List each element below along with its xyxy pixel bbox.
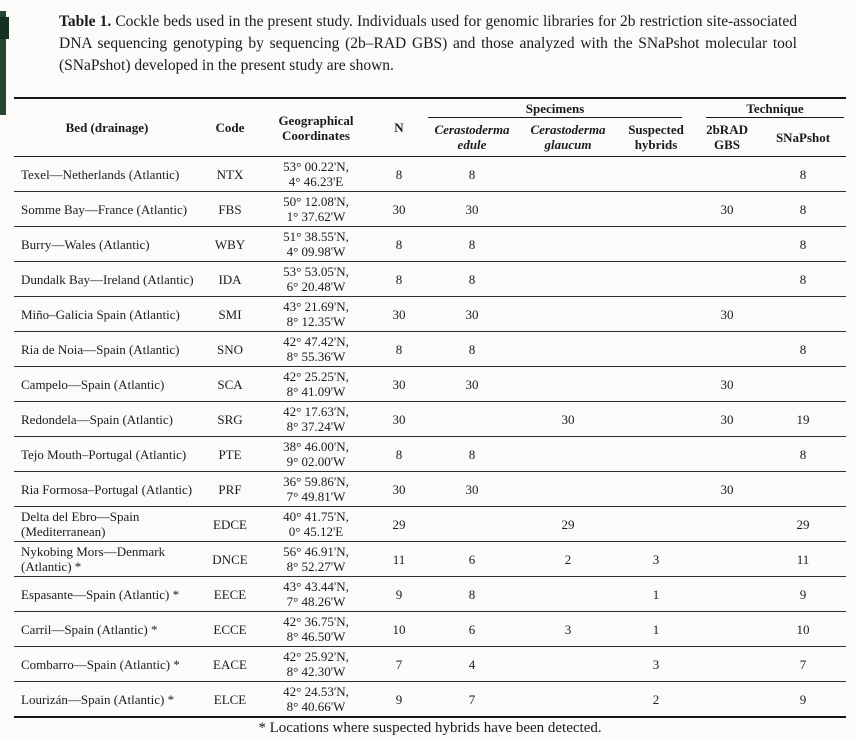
glaucum-cell: [518, 682, 618, 718]
longitude: 8° 12.35'W: [286, 314, 346, 329]
latitude: 42° 25.25'N,: [283, 369, 349, 384]
glaucum-cell: [518, 262, 618, 297]
2brad-cell: [694, 507, 760, 542]
n-cell: 10: [392, 621, 406, 637]
glaucum-cell: [518, 647, 618, 682]
bed-cell: Lourizán—Spain (Atlantic) *: [21, 691, 175, 707]
code-cell: ELCE: [213, 691, 247, 707]
table-row: [14, 542, 846, 577]
code-cell: PTE: [218, 446, 242, 462]
latitude: 36° 59.86'N,: [283, 474, 349, 489]
n-cell: 7: [395, 656, 403, 672]
document-page: [0, 11, 856, 738]
hybrids-cell: [618, 402, 694, 437]
n-cell: 9: [395, 586, 403, 602]
latitude: 42° 47.42'N,: [283, 334, 349, 349]
caption-label: Table 1.: [59, 13, 112, 30]
longitude: 8° 52.27'W: [286, 559, 346, 574]
n-cell: 30: [392, 481, 406, 497]
n-cell: 30: [392, 306, 406, 322]
hybrids-cell: [618, 367, 694, 402]
snapshot-cell: [760, 472, 846, 507]
latitude: 56° 46.91'N,: [283, 544, 349, 559]
longitude: 8° 46.50'W: [286, 629, 346, 644]
col-header-code: Code: [215, 120, 245, 135]
edule-cell: 7: [468, 691, 476, 707]
bed-cell: Espasante—Spain (Atlantic) *: [21, 586, 180, 602]
bed-cell: Dundalk Bay—Ireland (Atlantic): [21, 271, 194, 287]
code-cell: EACE: [213, 656, 247, 672]
glaucum-cell: 29: [561, 516, 575, 532]
table-row: [14, 157, 846, 192]
coordinates-cell: [260, 577, 372, 612]
snapshot-cell: 9: [799, 586, 807, 602]
2brad-cell: [694, 157, 760, 192]
table-row: [14, 262, 846, 297]
bed-cell: Ria de Noia—Spain (Atlantic): [21, 341, 180, 357]
edule-cell: 8: [468, 166, 476, 182]
code-cell: PRF: [218, 481, 242, 497]
table-row: [14, 437, 846, 472]
hybrids-cell: [618, 157, 694, 192]
col-header-bed: Bed (drainage): [65, 120, 149, 135]
hybrids-cell: [618, 192, 694, 227]
glaucum-cell: [518, 437, 618, 472]
table-row: [14, 472, 846, 507]
n-cell: 9: [395, 691, 403, 707]
bed-cell: Redondela—Spain (Atlantic): [21, 411, 173, 427]
coordinates-cell: [260, 227, 372, 262]
hybrids-cell: [618, 227, 694, 262]
code-cell: EECE: [213, 586, 247, 602]
bed-cell: Somme Bay—France (Atlantic): [21, 201, 188, 217]
coordinates-cell: [260, 157, 372, 192]
code-cell: DNCE: [212, 551, 248, 567]
2brad-cell: [694, 647, 760, 682]
latitude: 43° 43.44'N,: [283, 579, 349, 594]
longitude: 8° 41.09'W: [286, 384, 346, 399]
snapshot-cell: 8: [799, 341, 807, 357]
2brad-cell: [694, 332, 760, 367]
hybrids-cell: 2: [652, 691, 660, 707]
col-header-coordinates: Geographical Coordinates: [278, 112, 354, 143]
edule-cell: 8: [468, 446, 476, 462]
2brad-cell: [694, 227, 760, 262]
snapshot-cell: 11: [796, 551, 810, 567]
bed-cell: Tejo Mouth–Portugal (Atlantic): [21, 446, 187, 462]
coordinates-cell: [260, 682, 372, 718]
n-cell: 8: [395, 166, 403, 182]
edule-cell: 8: [468, 586, 476, 602]
coordinates-cell: [260, 612, 372, 647]
code-cell: FBS: [218, 201, 242, 217]
latitude: 53° 00.22'N,: [283, 159, 349, 174]
edule-cell: 6: [468, 551, 476, 567]
longitude: 7° 49.81'W: [286, 489, 346, 504]
hybrids-cell: 3: [652, 656, 660, 672]
2brad-cell: 30: [720, 306, 734, 322]
longitude: 0° 45.12'E: [288, 524, 344, 539]
coordinates-cell: [260, 507, 372, 542]
latitude: 53° 53.05'N,: [283, 264, 349, 279]
table-row: [14, 612, 846, 647]
longitude: 6° 20.48'W: [286, 279, 346, 294]
bed-cell: Combarro—Spain (Atlantic) *: [21, 656, 180, 672]
2brad-cell: [694, 437, 760, 472]
bed-cell: Texel—Netherlands (Atlantic): [21, 166, 180, 182]
n-cell: 8: [395, 236, 403, 252]
longitude: 1° 37.62'W: [286, 209, 346, 224]
header-group-row: [14, 98, 846, 118]
edule-cell: 8: [468, 341, 476, 357]
hybrids-cell: [618, 437, 694, 472]
latitude: 40° 41.75'N,: [283, 509, 349, 524]
glaucum-cell: [518, 157, 618, 192]
longitude: 9° 02.00'W: [286, 454, 346, 469]
glaucum-cell: [518, 192, 618, 227]
snapshot-cell: [760, 367, 846, 402]
code-cell: SMI: [218, 306, 242, 322]
group-header-specimens: Specimens: [426, 98, 694, 118]
2brad-cell: [694, 577, 760, 612]
edule-cell: 8: [468, 271, 476, 287]
table-row: [14, 192, 846, 227]
2brad-cell: 30: [720, 411, 734, 427]
col-header-cerastoderma-edule: Cerastoderma edule: [434, 122, 510, 152]
coordinates-cell: [260, 192, 372, 227]
code-cell: WBY: [214, 236, 246, 252]
snapshot-cell: 8: [799, 236, 807, 252]
col-header-snapshot: SNaPshot: [775, 129, 831, 145]
col-header-suspected-hybrids: Suspected hybrids: [628, 122, 684, 152]
snapshot-cell: 8: [799, 271, 807, 287]
table-row: [14, 332, 846, 367]
coordinates-cell: [260, 472, 372, 507]
bed-cell: Delta del Ebro—Spain (Mediterranean): [21, 509, 140, 539]
snapshot-cell: 8: [799, 166, 807, 182]
latitude: 42° 24.53'N,: [283, 684, 349, 699]
n-cell: 8: [395, 341, 403, 357]
code-cell: EDCE: [213, 516, 247, 532]
hybrids-cell: [618, 507, 694, 542]
2brad-cell: [694, 262, 760, 297]
snapshot-cell: 9: [799, 691, 807, 707]
table-row: [14, 577, 846, 612]
n-cell: 11: [392, 551, 406, 567]
coordinates-cell: [260, 262, 372, 297]
glaucum-cell: [518, 577, 618, 612]
latitude: 43° 21.69'N,: [283, 299, 349, 314]
edule-cell: 8: [468, 236, 476, 252]
latitude: 42° 17.63'N,: [283, 404, 349, 419]
hybrids-cell: [618, 262, 694, 297]
n-cell: 30: [392, 376, 406, 392]
n-cell: 30: [392, 201, 406, 217]
2brad-cell: [694, 542, 760, 577]
table-body: [14, 157, 846, 718]
hybrids-cell: [618, 332, 694, 367]
glaucum-cell: [518, 227, 618, 262]
hybrids-cell: 3: [652, 551, 660, 567]
2brad-cell: [694, 612, 760, 647]
latitude: 51° 38.55'N,: [283, 229, 349, 244]
bed-cell: Miño–Galicia Spain (Atlantic): [21, 306, 180, 322]
table-row: [14, 682, 846, 718]
table-row: [14, 507, 846, 542]
edule-cell: 4: [468, 656, 476, 672]
n-cell: 30: [392, 411, 406, 427]
table-header: [14, 98, 846, 157]
glaucum-cell: 30: [561, 411, 575, 427]
code-cell: NTX: [216, 166, 244, 182]
longitude: 4° 09.98'W: [286, 244, 346, 259]
code-cell: IDA: [218, 271, 242, 287]
n-cell: 8: [395, 446, 403, 462]
col-header-cerastoderma-glaucum: Cerastoderma glaucum: [530, 122, 606, 152]
code-cell: SNO: [216, 341, 243, 357]
table-footnote: * Locations where suspected hybrids have been detected.: [258, 720, 602, 736]
table-row: [14, 647, 846, 682]
edule-cell: 30: [465, 201, 479, 217]
2brad-cell: 30: [720, 201, 734, 217]
snapshot-cell: [760, 297, 846, 332]
snapshot-cell: 29: [796, 516, 810, 532]
table-row: [14, 297, 846, 332]
edule-cell: 30: [465, 376, 479, 392]
edule-cell: [426, 402, 518, 437]
edule-cell: 6: [468, 621, 476, 637]
glaucum-cell: 2: [564, 551, 572, 567]
snapshot-cell: 7: [799, 656, 807, 672]
snapshot-cell: 8: [799, 201, 807, 217]
longitude: 4° 46.23'E: [288, 174, 344, 189]
hybrids-cell: 1: [652, 621, 660, 637]
coordinates-cell: [260, 647, 372, 682]
group-header-technique: Technique: [694, 98, 846, 118]
latitude: 42° 36.75'N,: [283, 614, 349, 629]
latitude: 38° 46.00'N,: [283, 439, 349, 454]
col-header-2brad-gbs: 2bRAD GBS: [706, 122, 748, 152]
cockle-beds-table: [14, 97, 846, 718]
code-cell: SCA: [217, 376, 243, 392]
table-caption: [59, 11, 797, 77]
code-cell: SRG: [217, 411, 243, 427]
longitude: 7° 48.26'W: [286, 594, 346, 609]
coordinates-cell: [260, 367, 372, 402]
longitude: 8° 40.66'W: [286, 699, 346, 714]
edule-cell: [426, 507, 518, 542]
longitude: 8° 37.24'W: [286, 419, 346, 434]
2brad-cell: [694, 682, 760, 718]
bed-cell: Nykobing Mors—Denmark (Atlantic) *: [21, 544, 166, 574]
glaucum-cell: [518, 472, 618, 507]
latitude: 50° 12.08'N,: [283, 194, 349, 209]
glaucum-cell: [518, 297, 618, 332]
hybrids-cell: [618, 297, 694, 332]
table-row: [14, 367, 846, 402]
glaucum-cell: 3: [564, 621, 572, 637]
longitude: 8° 55.36'W: [286, 349, 346, 364]
2brad-cell: 30: [720, 376, 734, 392]
longitude: 8° 42.30'W: [286, 664, 346, 679]
bed-cell: Ria Formosa–Portugal (Atlantic): [21, 481, 193, 497]
bed-cell: Burry—Wales (Atlantic): [21, 236, 150, 252]
col-header-n: N: [394, 120, 404, 135]
coordinates-cell: [260, 542, 372, 577]
edule-cell: 30: [465, 306, 479, 322]
scan-edge-artifact: [0, 11, 6, 115]
edule-cell: 30: [465, 481, 479, 497]
n-cell: 29: [392, 516, 406, 532]
hybrids-cell: [618, 472, 694, 507]
coordinates-cell: [260, 402, 372, 437]
bed-cell: Carril—Spain (Atlantic) *: [21, 621, 158, 637]
coordinates-cell: [260, 437, 372, 472]
bed-cell: Campelo—Spain (Atlantic): [21, 376, 165, 392]
snapshot-cell: 8: [799, 446, 807, 462]
coordinates-cell: [260, 297, 372, 332]
glaucum-cell: [518, 367, 618, 402]
code-cell: ECCE: [213, 621, 247, 637]
table-row: [14, 402, 846, 437]
caption-text: Cockle beds used in the present study. Individuals used for genomic libraries for 2b restriction site-associated DNA sequencing genotyping by sequencing (2b–RAD GBS) and those analyzed with the SNaPshot molecular tool (SNaPshot) developed in the present study are shown.: [59, 13, 797, 74]
coordinates-cell: [260, 332, 372, 367]
hybrids-cell: 1: [652, 586, 660, 602]
snapshot-cell: 10: [796, 621, 810, 637]
glaucum-cell: [518, 332, 618, 367]
latitude: 42° 25.92'N,: [283, 649, 349, 664]
n-cell: 8: [395, 271, 403, 287]
snapshot-cell: 19: [796, 411, 810, 427]
2brad-cell: 30: [720, 481, 734, 497]
table-row: [14, 227, 846, 262]
